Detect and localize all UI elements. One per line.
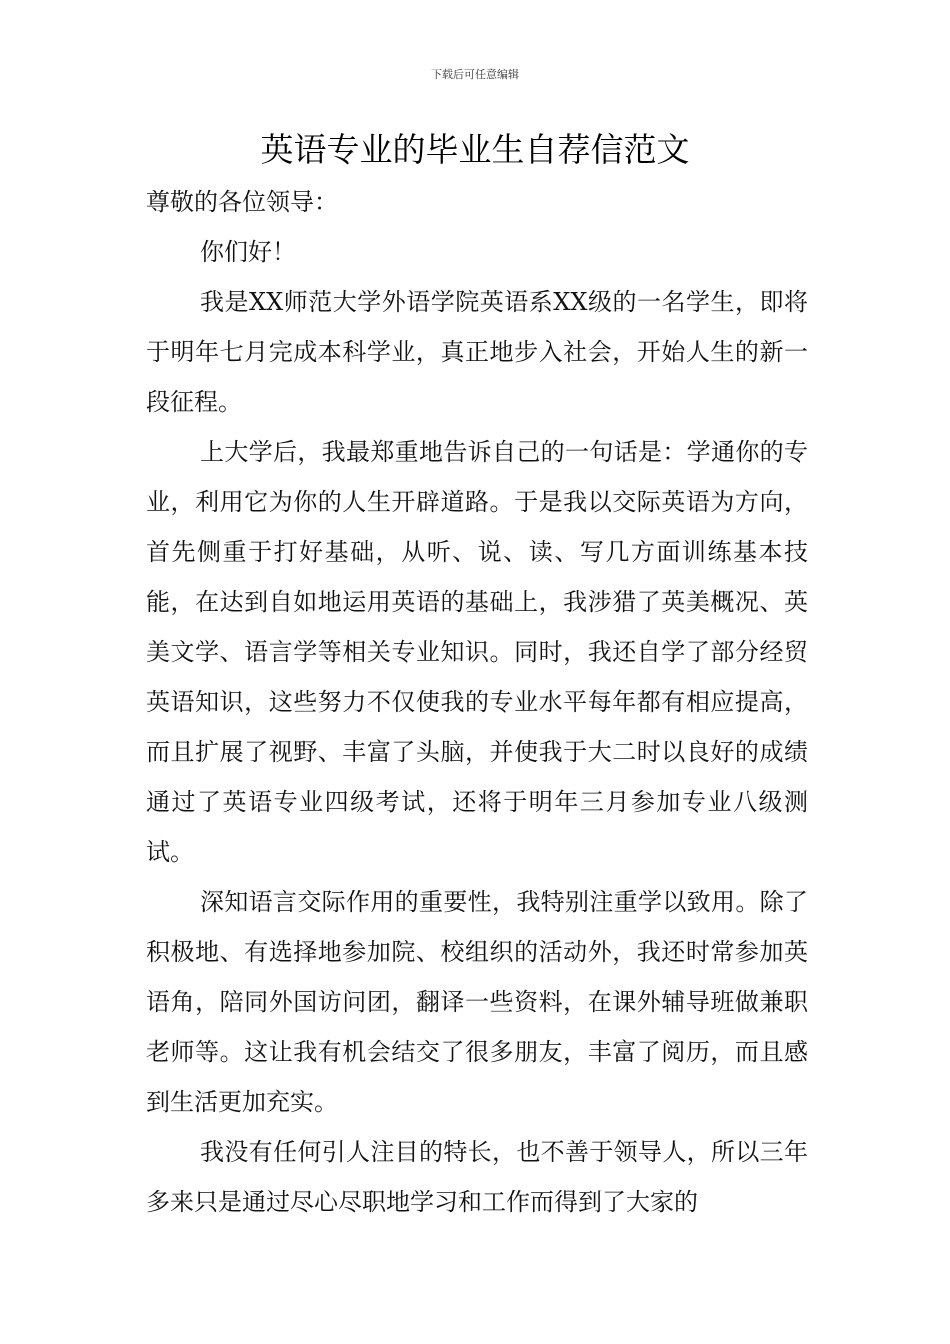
header-note: 下载后可任意编辑	[431, 68, 519, 81]
greeting: 你们好！	[200, 238, 296, 266]
paragraph-study: 上大学后，我最郑重地告诉自己的一句话是：学通你的专业，利用它为你的人生开辟道路。于是我以交际英语为方向，首先侧重于打好基础，从听、说、读、写几方面训练基本技能，在达到自如地运用英语的基础上，我涉猎了英美概况、英美文学、语言学等相关专业知识。同时，我还自学了部分经贸英语知识，这些努力不仅使我的专业水平每年都有相应提高，而且扩展了视野、丰富了头脑，并使我于大二时以良好的成绩通过了英语专业四级考试，还将于明年三月参加专业八级测试。	[146, 438, 808, 866]
paragraph-qualities: 我没有任何引人注目的特长，也不善于领导人，所以三年多来只是通过尽心尽职地学习和工作而得到了大家的	[146, 1138, 808, 1216]
paragraph-intro: 我是XX师范大学外语学院英语系XX级的一名学生，即将于明年七月完成本科学业，真正地步入社会，开始人生的新一段征程。	[146, 288, 808, 416]
salutation: 尊敬的各位领导：	[146, 188, 338, 216]
paragraph-practice: 深知语言交际作用的重要性，我特别注重学以致用。除了积极地、有选择地参加院、校组织的活动外，我还时常参加英语角，陪同外国访问团，翻译一些资料，在课外辅导班做兼职老师等。这让我有机会结交了很多朋友，丰富了阅历，而且感到生活更加充实。	[146, 888, 808, 1116]
letter-body	[146, 177, 808, 1227]
document-title: 英语专业的毕业生自荐信范文	[260, 130, 690, 169]
